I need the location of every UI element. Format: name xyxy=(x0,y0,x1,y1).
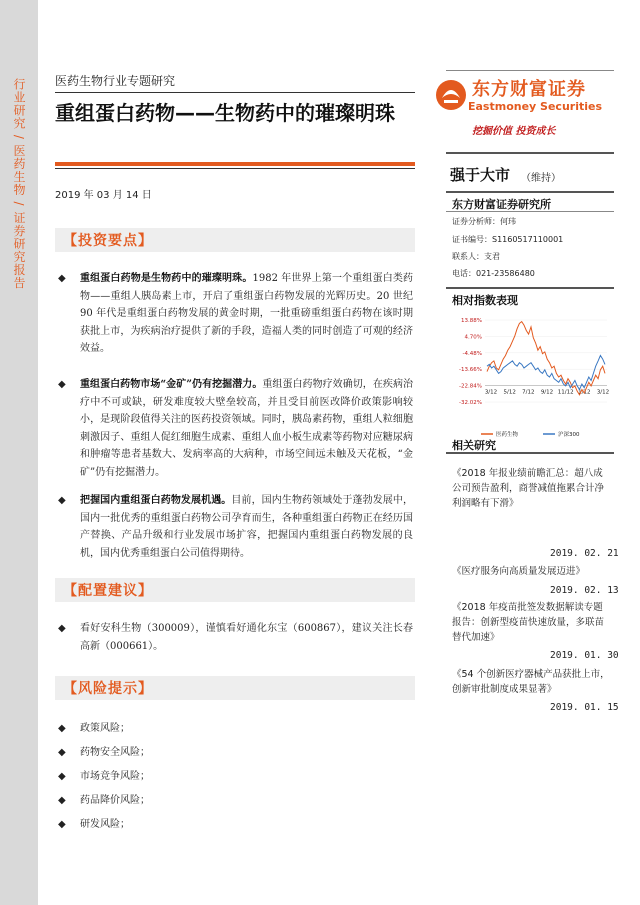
eastmoney-logo-icon xyxy=(434,78,468,112)
point-text: 1982 年世界上第一个重组蛋白类药物——重组人胰岛素上市，开启了重组蛋白药物发展的光辉历史。20 世纪 90 年代是重组蛋白药物发展的黄金时期，一批重磅重组蛋白药物在该时期获批上市，为疾病治疗提供了新的手段，造福人类的同时创造了可观的经济效益。 xyxy=(80,273,414,354)
rating-top-rule xyxy=(446,152,614,154)
chart-top-rule xyxy=(446,287,614,289)
series-line-1 xyxy=(484,322,605,396)
section-allocation xyxy=(55,578,415,602)
right-top-rule xyxy=(446,70,614,71)
y-tick-label: 4.70% xyxy=(464,334,482,341)
x-tick-label: 9/12 xyxy=(540,389,554,396)
risk-item xyxy=(58,743,150,758)
y-tick-label: -4.48% xyxy=(462,350,482,357)
logo-english: Eastmoney Securities xyxy=(468,100,603,113)
investment-point-2 xyxy=(58,376,413,481)
x-tick-label: 5/12 xyxy=(503,389,516,396)
investment-point-1 xyxy=(58,270,413,358)
point-heading: 重组蛋白药物是生物药中的璀璨明珠。 xyxy=(80,273,253,284)
institute-rule xyxy=(446,191,614,193)
x-tick-label: 1/12 xyxy=(578,389,591,396)
side-category-label: 行业研究 / 医药生物 / 证券研究报告 xyxy=(12,78,26,290)
related-date-3: 2019. 01. 30 xyxy=(550,650,619,661)
related-item-1[interactable]: 《2018 年报业绩前瞻汇总：超八成公司预告盈利，商誉减值拖累合计净利润略有下滑》 xyxy=(452,468,605,509)
section-allocation-title: 【配置建议】 xyxy=(63,583,153,599)
y-tick-label: 13.88% xyxy=(461,318,482,324)
diamond-icon: ◆ xyxy=(58,747,66,758)
point-text: 重组蛋白药物疗效确切，在疾病治疗中不可或缺，研发难度较大壁垒较高，并且受目前医改降价政策影响较小，是现阶段值得关注的医药投资领域。同时，胰岛素药物，重组人粒细胞刺激因子、重组人促红细胞生成素、重组人血小板生成素等药物对应糖尿病和肿瘤等患者基数大、发病率高的大病种，市场空间远未触及天花板，“金矿”仍有挖掘潜力。 xyxy=(80,379,413,478)
chart-svg xyxy=(447,310,615,448)
y-tick-label: -32.02% xyxy=(459,400,482,406)
x-tick-label: 3/12 xyxy=(596,389,610,396)
related-title: 相关研究 xyxy=(452,439,496,452)
slogan: 挖掘价值 投资成长 xyxy=(472,126,556,137)
section-investment-title: 【投资要点】 xyxy=(63,233,153,249)
x-tick-label: 11/12 xyxy=(557,389,574,396)
risk-text: 药物安全风险； xyxy=(80,747,150,758)
point-text: 目前，国内生物药领域处于蓬勃发展中，国内一批优秀的重组蛋白药物公司孕育而生，各种重组蛋白药物正在经历国产替换、产品升级和行业发展市场扩容，把握国内重组蛋白药物发展的良机，国内优秀重组蛋白公司值得期待。 xyxy=(80,495,413,559)
risk-text: 药品降价风险； xyxy=(80,795,150,806)
diamond-icon: ◆ xyxy=(58,495,66,506)
diamond-icon: ◆ xyxy=(58,819,66,830)
title-rule-thin xyxy=(55,168,415,169)
related-item-2[interactable]: 《医疗服务向高质量发展迈进》 xyxy=(452,566,586,577)
related-date-2: 2019. 02. 13 xyxy=(550,585,619,596)
diamond-icon: ◆ xyxy=(58,795,66,806)
section-investment xyxy=(55,228,415,252)
report-type: 医药生物行业专题研究 xyxy=(55,74,176,88)
related-item-4[interactable]: 《54 个创新医疗器械产品获批上市，创新审批制度成果显著》 xyxy=(452,669,610,695)
legend-label: 医药生物 xyxy=(496,432,519,438)
point-heading: 重组蛋白药物市场“金矿”仍有挖掘潜力。 xyxy=(80,379,263,390)
investment-point-3 xyxy=(58,492,413,562)
relative-index-chart xyxy=(447,310,615,448)
risk-text: 研发风险； xyxy=(80,819,130,830)
risk-item xyxy=(58,719,130,734)
section-risk xyxy=(55,676,415,700)
diamond-icon: ◆ xyxy=(58,623,66,634)
point-heading: 把握国内重组蛋白药物发展机遇。 xyxy=(80,495,232,506)
logo-chinese: 东方财富证券 xyxy=(472,79,586,100)
x-tick-label: 7/12 xyxy=(522,389,535,396)
header-rule xyxy=(55,92,415,93)
y-tick-label: -13.66% xyxy=(459,367,482,374)
report-date: 2019 年 03 月 14 日 xyxy=(55,190,152,201)
phone: 电话：021-23586480 xyxy=(452,269,535,278)
related-date-1: 2019. 02. 21 xyxy=(550,548,619,559)
analyst: 证券分析师：何玮 xyxy=(452,217,516,226)
y-tick-label: -22.84% xyxy=(459,383,482,390)
diamond-icon: ◆ xyxy=(58,273,66,284)
chart-title: 相对指数表现 xyxy=(452,294,518,307)
cert-number: 证书编号：S1160517110001 xyxy=(452,235,564,244)
legend-label: 沪深300 xyxy=(558,432,580,438)
risk-item xyxy=(58,767,150,782)
institute-name: 东方财富证券研究所 xyxy=(452,198,551,211)
rating-note: （维持） xyxy=(521,173,561,184)
x-tick-label: 3/12 xyxy=(484,389,498,396)
risk-text: 市场竞争风险； xyxy=(80,771,150,782)
contact: 联系人：支君 xyxy=(452,252,500,261)
related-date-4: 2019. 01. 15 xyxy=(550,702,619,713)
allocation-point-1 xyxy=(58,620,413,655)
related-item-3[interactable]: 《2018 年疫苗批签发数据解读专题报告：创新型疫苗快速放量，多联苗替代加速》 xyxy=(452,602,605,643)
rating: 强于大市 xyxy=(450,166,511,184)
title-rule xyxy=(55,162,415,166)
point-text: 看好安科生物（300009），谨慎看好通化东宝（600867），建议关注长春高新（000661）。 xyxy=(80,623,413,652)
risk-text: 政策风险； xyxy=(80,723,130,734)
section-risk-title: 【风险提示】 xyxy=(63,681,153,697)
institute-bottom-rule xyxy=(446,211,614,212)
risk-item xyxy=(58,791,150,806)
series-line-2 xyxy=(487,356,605,390)
diamond-icon: ◆ xyxy=(58,771,66,782)
diamond-icon: ◆ xyxy=(58,723,66,734)
risk-item xyxy=(58,815,130,830)
report-title: 重组蛋白药物——生物药中的璀璨明珠 xyxy=(55,101,395,125)
diamond-icon: ◆ xyxy=(58,379,66,390)
